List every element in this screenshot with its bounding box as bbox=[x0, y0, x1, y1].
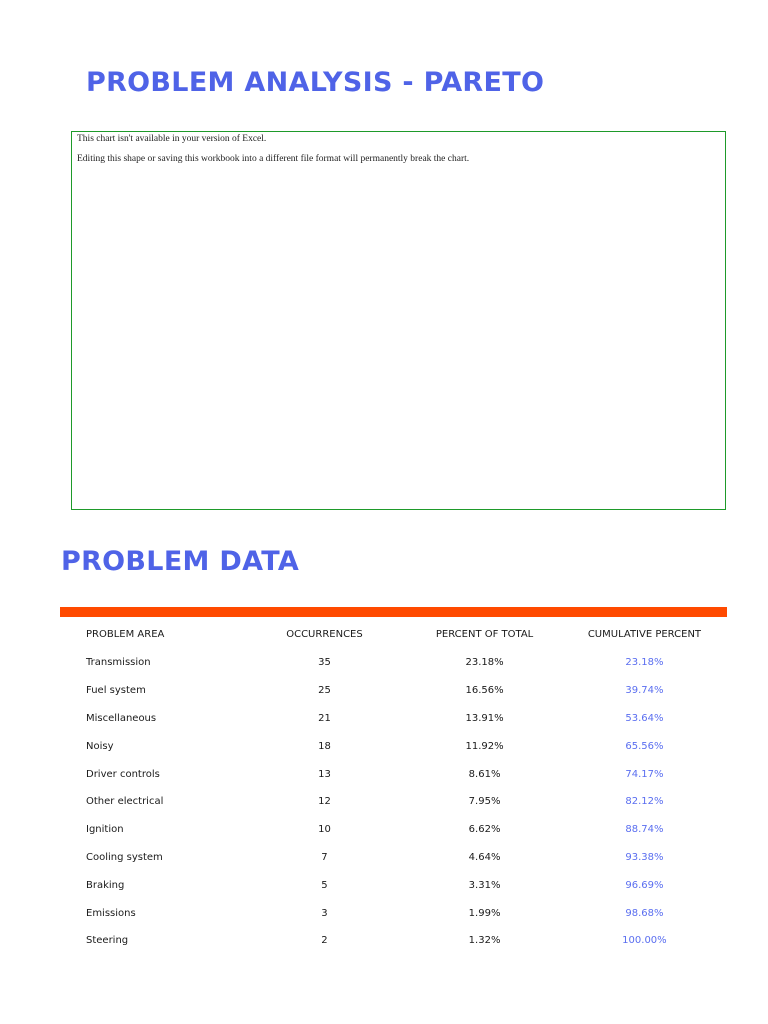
cell-problem-area[interactable]: Ignition bbox=[86, 824, 124, 836]
cell-occurrences[interactable]: 5 bbox=[321, 879, 328, 891]
table-row bbox=[60, 649, 727, 677]
table-row bbox=[60, 844, 727, 872]
cell-problem-area[interactable]: Other electrical bbox=[86, 796, 164, 808]
cell-percent-of-total[interactable]: 13.91% bbox=[465, 712, 504, 724]
header-occurrences[interactable]: OCCURRENCES bbox=[286, 629, 363, 640]
cell-cumulative-percent[interactable]: 88.74% bbox=[625, 824, 664, 836]
table-header-row bbox=[60, 620, 727, 649]
cell-cumulative-percent[interactable]: 39.74% bbox=[625, 685, 664, 697]
cell-percent-of-total[interactable]: 8.61% bbox=[468, 768, 501, 780]
cell-problem-area[interactable]: Steering bbox=[86, 935, 129, 947]
cell-occurrences[interactable]: 13 bbox=[318, 768, 331, 780]
page-title: PROBLEM ANALYSIS - PARETO bbox=[86, 67, 545, 98]
cell-cumulative-percent[interactable]: 93.38% bbox=[625, 851, 664, 863]
cell-occurrences[interactable]: 10 bbox=[318, 824, 331, 836]
table-row bbox=[60, 732, 727, 760]
cell-occurrences[interactable]: 25 bbox=[318, 685, 331, 697]
table-row bbox=[60, 677, 727, 705]
cell-cumulative-percent[interactable]: 65.56% bbox=[625, 740, 664, 752]
table-row bbox=[60, 899, 727, 927]
table-row bbox=[60, 788, 727, 816]
cell-percent-of-total[interactable]: 7.95% bbox=[468, 796, 501, 808]
cell-percent-of-total[interactable]: 1.99% bbox=[468, 907, 501, 919]
chart-placeholder[interactable] bbox=[71, 131, 726, 510]
cell-problem-area[interactable]: Cooling system bbox=[86, 851, 163, 863]
cell-cumulative-percent[interactable]: 98.68% bbox=[625, 907, 664, 919]
cell-percent-of-total[interactable]: 11.92% bbox=[465, 740, 504, 752]
cell-cumulative-percent[interactable]: 53.64% bbox=[625, 712, 664, 724]
cell-cumulative-percent[interactable]: 100.00% bbox=[622, 935, 667, 947]
chart-warning-message: Editing this shape or saving this workbook into a different file format will permanently break the chart. bbox=[77, 154, 470, 164]
cell-problem-area[interactable]: Fuel system bbox=[86, 685, 146, 697]
cell-occurrences[interactable]: 12 bbox=[318, 796, 331, 808]
table-row bbox=[60, 760, 727, 788]
cell-problem-area[interactable]: Transmission bbox=[86, 657, 151, 669]
cell-percent-of-total[interactable]: 6.62% bbox=[468, 824, 501, 836]
cell-problem-area[interactable]: Driver controls bbox=[86, 768, 160, 780]
cell-occurrences[interactable]: 3 bbox=[321, 907, 328, 919]
table-row bbox=[60, 705, 727, 733]
cell-percent-of-total[interactable]: 3.31% bbox=[468, 879, 501, 891]
cell-cumulative-percent[interactable]: 96.69% bbox=[625, 879, 664, 891]
accent-bar bbox=[60, 607, 727, 617]
cell-occurrences[interactable]: 7 bbox=[321, 851, 328, 863]
cell-occurrences[interactable]: 21 bbox=[318, 712, 331, 724]
cell-cumulative-percent[interactable]: 23.18% bbox=[625, 657, 664, 669]
cell-percent-of-total[interactable]: 1.32% bbox=[468, 935, 501, 947]
cell-occurrences[interactable]: 35 bbox=[318, 657, 331, 669]
cell-occurrences[interactable]: 2 bbox=[321, 935, 328, 947]
cell-cumulative-percent[interactable]: 82.12% bbox=[625, 796, 664, 808]
header-percent-of-total[interactable]: PERCENT OF TOTAL bbox=[435, 629, 534, 640]
section-title: PROBLEM DATA bbox=[61, 546, 300, 577]
cell-percent-of-total[interactable]: 23.18% bbox=[465, 657, 504, 669]
cell-problem-area[interactable]: Miscellaneous bbox=[86, 712, 157, 724]
chart-unavailable-message: This chart isn't available in your version of Excel. bbox=[77, 134, 267, 144]
cell-problem-area[interactable]: Braking bbox=[86, 879, 125, 891]
cell-cumulative-percent[interactable]: 74.17% bbox=[625, 768, 664, 780]
table-row bbox=[60, 816, 727, 844]
cell-percent-of-total[interactable]: 4.64% bbox=[468, 851, 501, 863]
cell-problem-area[interactable]: Noisy bbox=[86, 740, 114, 752]
table-row bbox=[60, 871, 727, 899]
header-cumulative-percent[interactable]: CUMULATIVE PERCENT bbox=[587, 629, 702, 640]
problem-data-table bbox=[60, 620, 727, 955]
header-problem-area[interactable]: PROBLEM AREA bbox=[86, 629, 165, 640]
table-row bbox=[60, 927, 727, 955]
cell-occurrences[interactable]: 18 bbox=[318, 740, 331, 752]
cell-percent-of-total[interactable]: 16.56% bbox=[465, 685, 504, 697]
cell-problem-area[interactable]: Emissions bbox=[86, 907, 136, 919]
